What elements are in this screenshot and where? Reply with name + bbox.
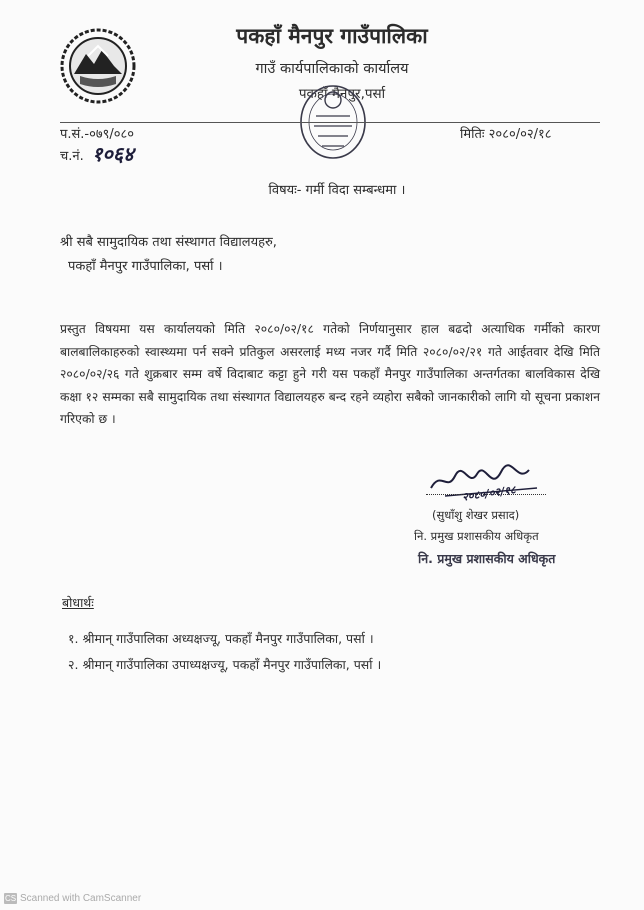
signatory-designation: नि. प्रमुख प्रशासकीय अधिकृत bbox=[414, 529, 539, 543]
signatory-name: (सुधाँशु शेखर प्रसाद) bbox=[432, 508, 520, 522]
subject-line: विषयः- गर्मी विदा सम्बन्धमा । bbox=[268, 183, 406, 198]
copy-item: २. श्रीमान् गाउँपालिका उपाध्यक्षज्यू, पकहाँ मैनपुर गाउँपालिका, पर्सा । bbox=[68, 657, 382, 672]
header-divider bbox=[60, 122, 600, 123]
dispatch-number-label: च.नं. bbox=[60, 149, 84, 164]
reference-number: प.सं.-०७९/०८० bbox=[60, 127, 135, 142]
signature-date: २०८०/०२/१८ bbox=[461, 483, 517, 504]
office-address: पकहाँ मैनपुर,पर्सा bbox=[298, 86, 386, 102]
copies-heading: बोधार्थः bbox=[62, 595, 94, 610]
office-subtitle: गाउँ कार्यपालिकाको कार्यालय bbox=[255, 61, 409, 77]
addressee-line-1: श्री सबै सामुदायिक तथा संस्थागत विद्यालयहरु, bbox=[60, 235, 277, 250]
office-stamp bbox=[296, 82, 370, 164]
scanner-text: Scanned with CamScanner bbox=[20, 893, 142, 904]
designation-stamp: नि. प्रमुख प्रशासकीय अधिकृत bbox=[418, 551, 556, 566]
dispatch-number-value: १०६४ bbox=[92, 142, 134, 166]
office-title: पकहाँ मैनपुर गाउँपालिका bbox=[236, 24, 428, 48]
scanner-watermark bbox=[4, 893, 141, 904]
addressee-line-2: पकहाँ मैनपुर गाउँपालिका, पर्सा । bbox=[68, 259, 223, 274]
camscanner-icon: CS bbox=[4, 894, 17, 903]
letter-date: मितिः २०८०/०२/१८ bbox=[460, 127, 552, 142]
body-paragraph: प्रस्तुत विषयमा यस कार्यालयको मिति २०८०/०२/१८ गतेको निर्णयानुसार हाल बढदो अत्याधिक गर्मीको कारण बालबालिकाहरुको स्वास्थ्यमा पर्न सक्ने प्रतिकुल असरलाई मध्य नजर गर्दै मिति २०८०/०२/२१ गते आईतवार देखि मिति २०८०/०२/२६ गते शुक्रबार सम्म वर्षे विदाबाट कट्टा हुने गरी यस पकहाँ मैनपुर गाउँपालिका अन्तर्गतका बालविकास देखि कक्षा १२ सम्मका सबै सामुदायिक तथा संस्थागत विद्यालयहरु बन्द रहने व्यहोरा सबैको जानकारीको लागि यो सूचना प्रकाशन गरिएको छ । bbox=[60, 322, 600, 426]
copy-item: १. श्रीमान् गाउँपालिका अध्यक्षज्यू, पकहाँ मैनपुर गाउँपालिका, पर्सा । bbox=[68, 631, 374, 646]
